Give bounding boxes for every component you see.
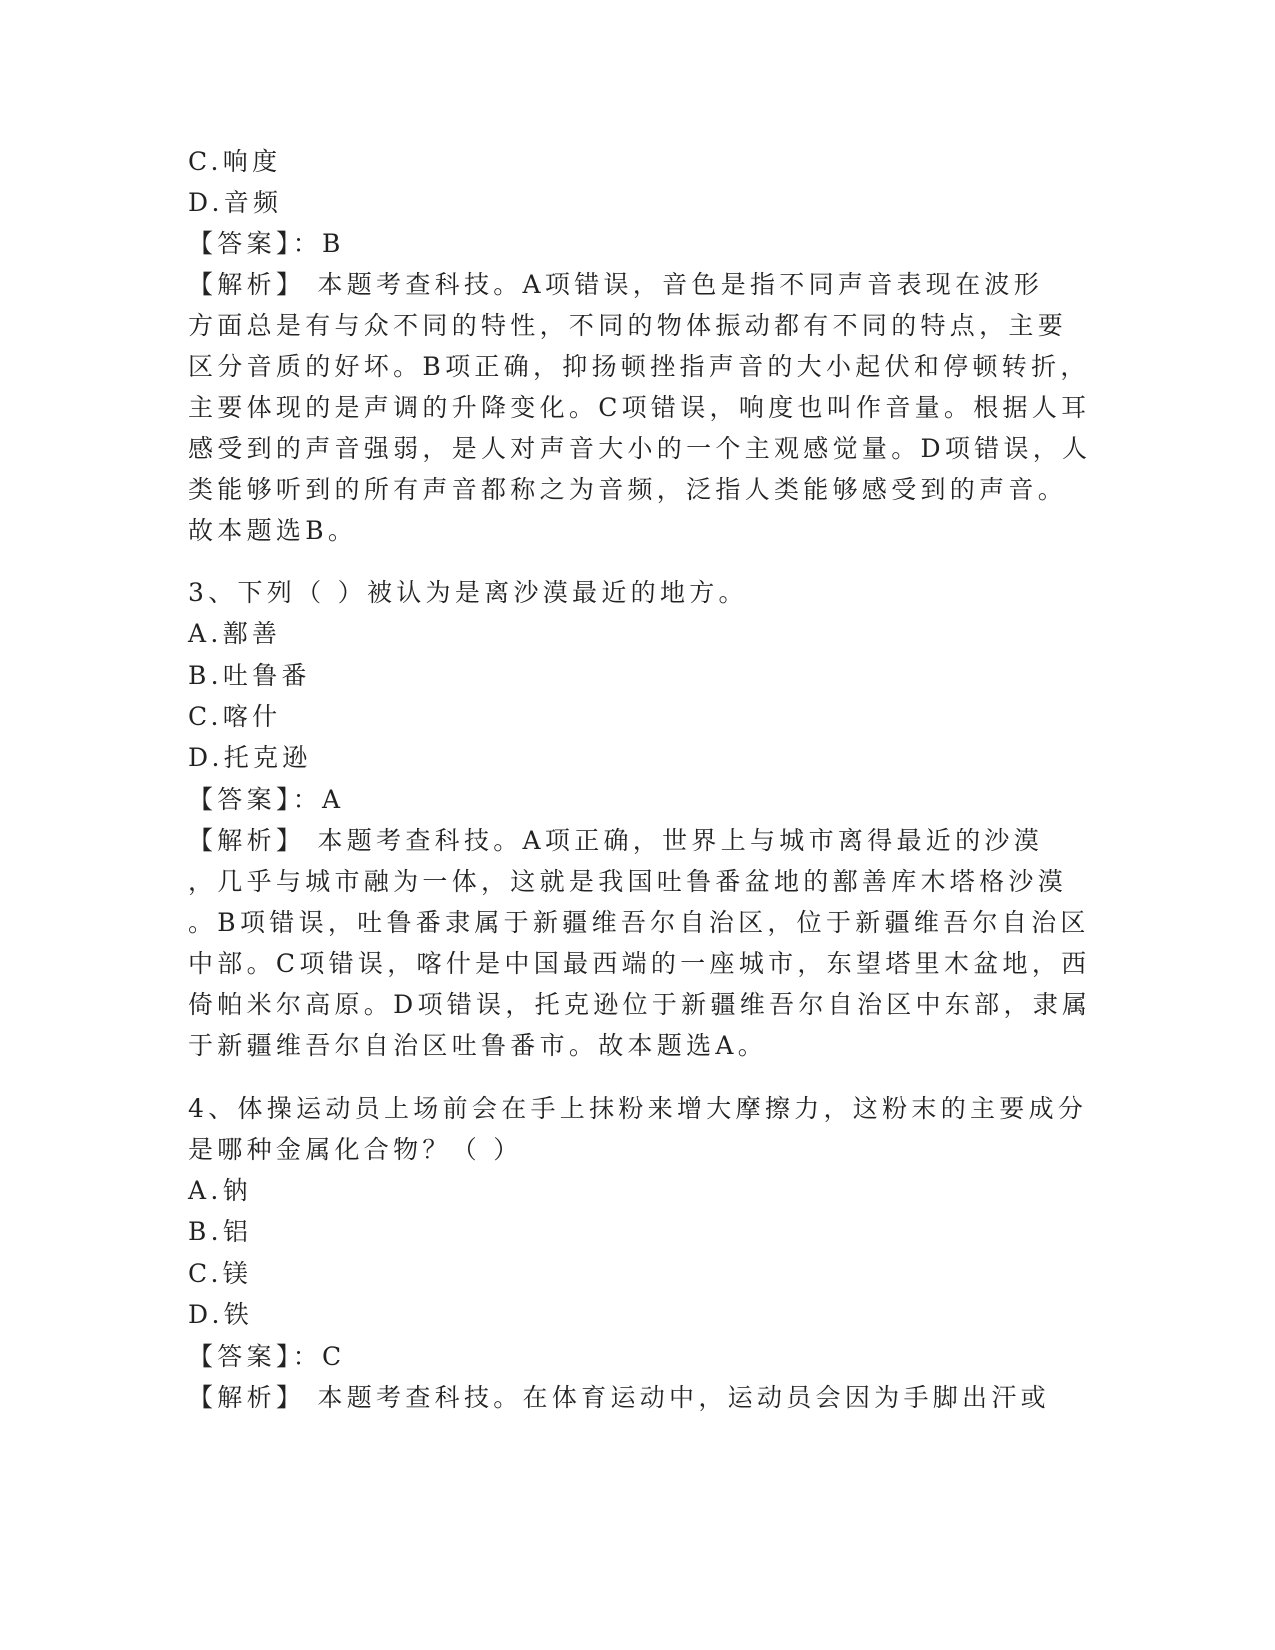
q2-option-c: C.响度 bbox=[188, 147, 282, 176]
q3-analysis-line: 【解析】 本题考查科技。A项正确，世界上与城市离得最近的沙漠 bbox=[188, 826, 1044, 855]
q3-option-b: B.吐鲁番 bbox=[188, 661, 311, 690]
q2-analysis-line: 【解析】 本题考查科技。A项错误，音色是指不同声音表现在波形 bbox=[188, 270, 1044, 299]
q3-option-c: C.喀什 bbox=[188, 702, 282, 731]
q4-option-c: C.镁 bbox=[188, 1259, 253, 1288]
q3-analysis-line: 倚帕米尔高原。D项错误，托克逊位于新疆维吾尔自治区中东部，隶属 bbox=[188, 990, 1092, 1019]
q2-analysis-line: 故本题选B。 bbox=[188, 516, 358, 545]
q2-analysis-line: 感受到的声音强弱，是人对声音大小的一个主观感觉量。D项错误，人 bbox=[188, 434, 1092, 463]
q2-analysis-line: 主要体现的是声调的升降变化。C项错误，响度也叫作音量。根据人耳 bbox=[188, 393, 1091, 422]
q3-analysis-line: 于新疆维吾尔自治区吐鲁番市。故本题选A。 bbox=[188, 1031, 768, 1060]
q3-option-d: D.托克逊 bbox=[188, 743, 312, 772]
q2-answer: 【答案】：B bbox=[188, 229, 345, 258]
q4-stem-line: 4、体操运动员上场前会在手上抹粉来增大摩擦力，这粉末的主要成分 bbox=[188, 1094, 1088, 1123]
q4-option-d: D.铁 bbox=[188, 1300, 253, 1329]
q4-option-a: A.钠 bbox=[188, 1176, 252, 1205]
q3-stem: 3、下列（ ）被认为是离沙漠最近的地方。 bbox=[188, 578, 748, 607]
q3-answer: 【答案】：A bbox=[188, 785, 345, 814]
q2-analysis-line: 区分音质的好坏。B项正确，抑扬顿挫指声音的大小起伏和停顿转折， bbox=[188, 352, 1090, 381]
q3-analysis-line: ，几乎与城市融为一体，这就是我国吐鲁番盆地的鄯善库木塔格沙漠 bbox=[188, 867, 1068, 896]
q4-answer: 【答案】：C bbox=[188, 1342, 346, 1371]
q2-analysis-line: 方面总是有与众不同的特性，不同的物体振动都有不同的特点，主要 bbox=[188, 311, 1068, 340]
q4-analysis-line: 【解析】 本题考查科技。在体育运动中，运动员会因为手脚出汗或 bbox=[188, 1383, 1050, 1412]
q3-analysis-line: 中部。C项错误，喀什是中国最西端的一座城市，东望塔里木盆地，西 bbox=[188, 949, 1091, 978]
q4-stem-line: 是哪种金属化合物？（ ） bbox=[188, 1135, 523, 1164]
q3-option-a: A.鄯善 bbox=[188, 619, 282, 648]
q3-analysis-line: 。B项错误，吐鲁番隶属于新疆维吾尔自治区，位于新疆维吾尔自治区 bbox=[188, 908, 1090, 937]
q2-analysis-line: 类能够听到的所有声音都称之为音频，泛指人类能够感受到的声音。 bbox=[188, 475, 1068, 504]
q4-option-b: B.铝 bbox=[188, 1217, 253, 1246]
q2-option-d: D.音频 bbox=[188, 188, 283, 217]
